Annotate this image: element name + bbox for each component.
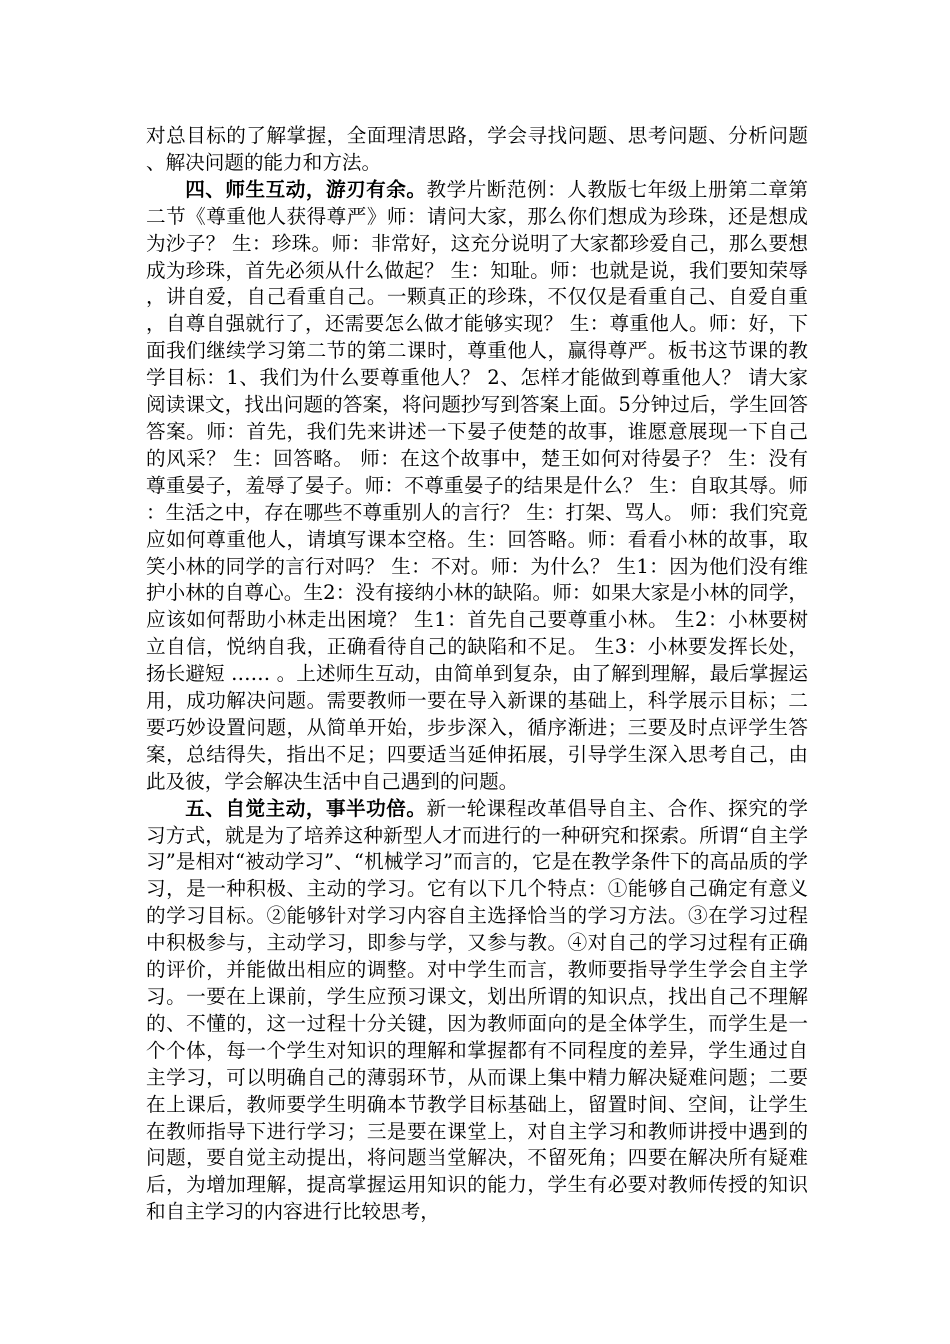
- paragraph-continuation: [146, 123, 808, 177]
- document-page: [146, 123, 808, 1226]
- paragraph-section-4: [146, 177, 808, 796]
- paragraph-text: 教学片断范例：人教版七年级上册第二章第二节《尊重他人获得尊严》师：请问大家，那么你们想成为珍珠，还是想成为沙子？ 生：珍珠。师：非常好，这充分说明了大家都珍爱自己，那么要想成为珍珠，首先必须从什么做起？ 生：知耻。师：也就是说，我们要知荣辱，讲自爱，自己看重自己。一颗真正的珍珠，不仅仅是看重自己、自爱自重，自尊自强就行了，还需要怎么做才能够实现？ 生：尊重他人。师：好，下面我们继续学习第二节的第二课时，尊重他人，赢得尊严。板书这节课的教学目标：1、我们为什么要尊重他人？ 2、怎样才能做到尊重他人？ 请大家阅读课文，找出问题的答案，将问题抄写到答案上面。5分钟过后，学生回答答案。师：首先，我们先来讲述一下晏子使楚的故事，谁愿意展现一下自己的风采？ 生：回答略。 师：在这个故事中，楚王如何对待晏子？ 生：没有尊重晏子，羞辱了晏子。师：不尊重晏子的结果是什么？ 生：自取其辱。师：生活之中，存在哪些不尊重别人的言行？ 生：打架、骂人。 师：我们究竟应如何尊重他人，请填写课本空格。生：回答略。师：看看小林的故事，取笑小林的同学的言行对吗？ 生：不对。师：为什么？ 生1：因为他们没有维护小林的自尊心。生2：没有接纳小林的缺陷。师：如果大家是小林的同学，应该如何帮助小林走出困境？ 生1：首先自己要尊重小林。 生2：小林要树立自信，悦纳自我，正确看待自己的缺陷和不足。 生3：小林要发挥长处，扬长避短 …… 。上述师生互动，由简单到复杂，由了解到理解，最后掌握运用，成功解决问题。需要教师一要在导入新课的基础上，科学展示目标；二要巧妙设置问题，从简单开始，步步深入，循序渐进；三要及时点评学生答案，总结得失，指出不足；四要适当延伸拓展，引导学生深入思考自己，由此及彼，学会解决生活中自己遇到的问题。: [146, 177, 809, 793]
- section-heading-4: 四、师生互动，游刃有余。: [185, 177, 427, 201]
- paragraph-section-5: [146, 796, 808, 1227]
- paragraph-text: 新一轮课程改革倡导自主、合作、探究的学习方式，就是为了培养这种新型人才而进行的一种研究和探索。所谓“自主学习”是相对“被动学习”、“机械学习”而言的，它是在教学条件下的高品质的学习，是一种积极、主动的学习。它有以下几个特点：①能够自己确定有意义的学习目标。②能够针对学习内容自主选择恰当的学习方法。③在学习过程中积极参与，主动学习，即参与学，又参与教。④对自己的学习过程有正确的评价，并能做出相应的调整。对中学生而言，教师要指导学生学会自主学习。一要在上课前，学生应预习课文，划出所谓的知识点，找出自己不理解的、不懂的，这一过程十分关键，因为教师面向的是全体学生，而学生是一个个体，每一个学生对知识的理解和掌握都有不同程度的差异，学生通过自主学习，可以明确自己的薄弱环节，从而课上集中精力解决疑难问题；二要在上课后，教师要学生明确本节教学目标基础上，留置时间、空间，让学生在教师指导下进行学习；三是要在课堂上，对自主学习和教师讲授中遇到的问题，要自觉主动提出，将问题当堂解决，不留死角；四要在解决所有疑难后，为增加理解，提高掌握运用知识的能力，学生有必要对教师传授的知识和自主学习的内容进行比较思考，: [146, 796, 809, 1224]
- section-heading-5: 五、自觉主动，事半功倍。: [185, 796, 427, 820]
- paragraph-text: 对总目标的了解掌握，全面理清思路，学会寻找问题、思考问题、分析问题、解决问题的能力和方法。: [146, 124, 808, 174]
